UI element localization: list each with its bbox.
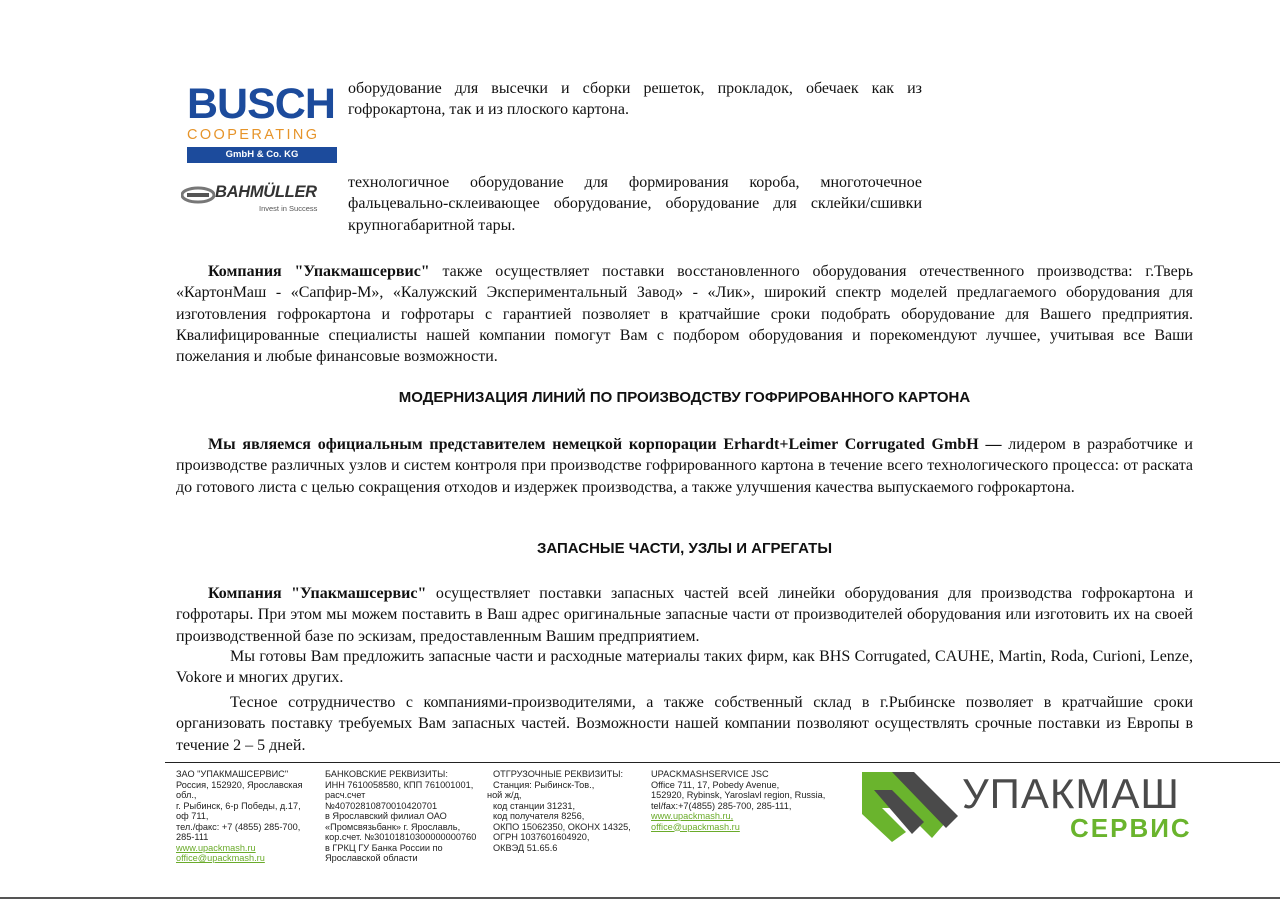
section-heading-modernization: МОДЕРНИЗАЦИЯ ЛИНИЙ ПО ПРОИЗВОДСТВУ ГОФРИРОВАННОГО КАРТОНА <box>398 389 971 406</box>
bahmuller-logo-word: BAHMÜLLER <box>215 183 317 201</box>
footer-line: tel/fax:+7(4855) 285-700, 285-111, <box>651 800 792 811</box>
section1-text: лидером в разработчике и производстве различных узлов и систем контроля при производстве гофрированного картона в течение всего технологического процесса: от раската до готового листа с целью сокращения отходов и издержек производства, а также улучшения качества выпускаемого гофрокартона. <box>176 436 1193 496</box>
intro-company-name: Компания "Упакмашсервис" <box>208 263 430 280</box>
section2-paragraph-2: Мы готовы Вам предложить запасные части и расходные материалы таких фирм, как BHS Corrugated, CAUHE, Martin, Roda, Curioni, Lenze, Vokore и многих других. <box>176 648 1193 687</box>
footer-line: обл., <box>176 790 197 800</box>
footer-line: UPACKMASHSERVICE JSC <box>651 769 769 779</box>
footer-line: 285-111 <box>176 832 209 842</box>
footer-line: кор.счет. №30101810300000000760 <box>325 832 477 842</box>
footer-line: №40702810870010420701 <box>325 800 438 811</box>
section2-p1-text: осуществляет поставки запасных частей всей линейки оборудования для производства гофрокартона и гофротары. При этом мы можем поставить в Ваш адрес оригинальные запасные части от производителей оборудования или изготовить их на своей производственной базе по эскизам, предоставленным Вашим предприятием. <box>176 585 1194 645</box>
footer-bank-details <box>325 769 476 864</box>
footer-line: в ГРКЦ ГУ Банка России по <box>325 842 443 853</box>
upakmash-logo-sub: СЕРВИС <box>1070 813 1192 843</box>
footer-line: расч.счет <box>325 790 366 800</box>
bahmuller-description: технологичное оборудование для формирования короба, многоточечное фальцевально-склеивающее оборудование, оборудование для склейки/сшивки крупногабаритной тары. <box>348 174 922 234</box>
footer-line: Ярославской области <box>325 853 418 863</box>
upakmash-logo-word: УПАКМАШ <box>962 770 1180 817</box>
footer-line: ной ж/д, <box>487 790 522 800</box>
footer-email-link[interactable]: office@upackmash.ru <box>176 853 265 863</box>
footer-line: в Ярославский филиал ОАО <box>325 811 447 821</box>
busch-logo-sub: COOPERATING <box>187 127 320 143</box>
footer-line: код получателя 8256, <box>493 811 585 821</box>
footer-website-link[interactable]: www.upackmash.ru <box>176 842 256 853</box>
footer-line: ОГРН 1037601604920, <box>493 832 590 842</box>
footer-line: ОКВЭД 51.65.6 <box>493 842 558 853</box>
upakmash-logo <box>862 766 1232 846</box>
footer-english-info <box>651 769 825 832</box>
footer-line: ИНН 7610058580, КПП 761001001, <box>325 779 474 790</box>
busch-logo-word: BUSCH <box>187 80 335 128</box>
busch-logo-bar: GmbH & Co. KG <box>187 147 337 163</box>
footer-company-info <box>176 769 303 864</box>
bahmuller-logo <box>181 183 321 215</box>
section2-paragraph-1 <box>176 583 1193 647</box>
bahmuller-logo-tagline: Invest in Success <box>259 204 318 213</box>
section2-paragraph-3: Тесное сотрудничество с компаниями-производителями, а также собственный склад в г.Рыбинске позволяет в кратчайшие сроки организовать поставку требуемых Вам запасных частей. Возможности нашей компании позволяют осуществлять срочные поставки из Европы в течение 2 – 5 дней. <box>176 694 1193 754</box>
intro-paragraph <box>176 261 1193 367</box>
footer-line: 152920, Rybinsk, Yaroslavl region, Russia, <box>651 790 826 800</box>
footer-line: Станция: Рыбинск-Тов., <box>493 779 595 790</box>
footer-line: «Промсвязьбанк» г. Ярославль, <box>325 821 461 832</box>
bahmuller-swoosh-icon <box>181 185 215 205</box>
footer-shipping-details <box>487 769 631 853</box>
footer-line: код станции 31231, <box>493 800 576 811</box>
upakmash-chevron-icon <box>862 768 962 844</box>
intro-text: также осуществляет поставки восстановленного оборудования отечественного производства: г.Тверь «КартонМаш - «Сапфир-М», «Калужский Экспериментальный Завод» - «Лик», широкий спектр моделей предлагаемого оборудования для изготовления гофрокартона и гофротары с гарантией позволяет в кратчайшие сроки подобрать оборудование для Вашего предприятия. Квалифицированные специалисты нашей компании помогут Вам с подбором оборудования и порекомендуют лучшее, учитывая все Ваши пожелания и любые финансовые возможности. <box>176 263 1194 366</box>
section-heading-spare-parts: ЗАПАСНЫЕ ЧАСТИ, УЗЛЫ И АГРЕГАТЫ <box>536 540 833 557</box>
bottom-border <box>0 897 1280 899</box>
footer-line: Россия, 152920, Ярославская <box>176 779 303 790</box>
footer-divider <box>165 762 1280 763</box>
footer-line: Office 711, 17, Pobedy Avenue, <box>651 779 780 790</box>
footer-line: ОКПО 15062350, ОКОНХ 14325, <box>493 821 631 832</box>
section2-company-name: Компания "Упакмашсервис" <box>208 585 427 602</box>
footer-line: ЗАО "УПАКМАШСЕРВИС" <box>176 769 289 779</box>
footer-website-link-en[interactable]: www.upackmash.ru, <box>651 811 734 821</box>
section1-paragraph <box>176 434 1193 498</box>
footer-email-link-en[interactable]: office@upackmash.ru <box>651 821 740 832</box>
footer-line: БАНКОВСКИЕ РЕКВИЗИТЫ: <box>325 769 448 779</box>
section1-lead: Мы являемся официальным представителем немецкой корпорации Erhardt+Leimer Corrugated GmbH — <box>208 436 1002 453</box>
footer-line: г. Рыбинск, 6-р Победы, д.17, <box>176 800 301 811</box>
footer-line: тел./факс: +7 (4855) 285-700, <box>176 821 301 832</box>
busch-description: оборудование для высечки и сборки решеток, прокладок, обечаек как из гофрокартона, так и из плоского картона. <box>348 80 922 119</box>
footer-line: ОТГРУЗОЧНЫЕ РЕКВИЗИТЫ: <box>493 769 624 779</box>
busch-logo <box>187 82 339 163</box>
footer-line: оф 711, <box>176 811 209 821</box>
